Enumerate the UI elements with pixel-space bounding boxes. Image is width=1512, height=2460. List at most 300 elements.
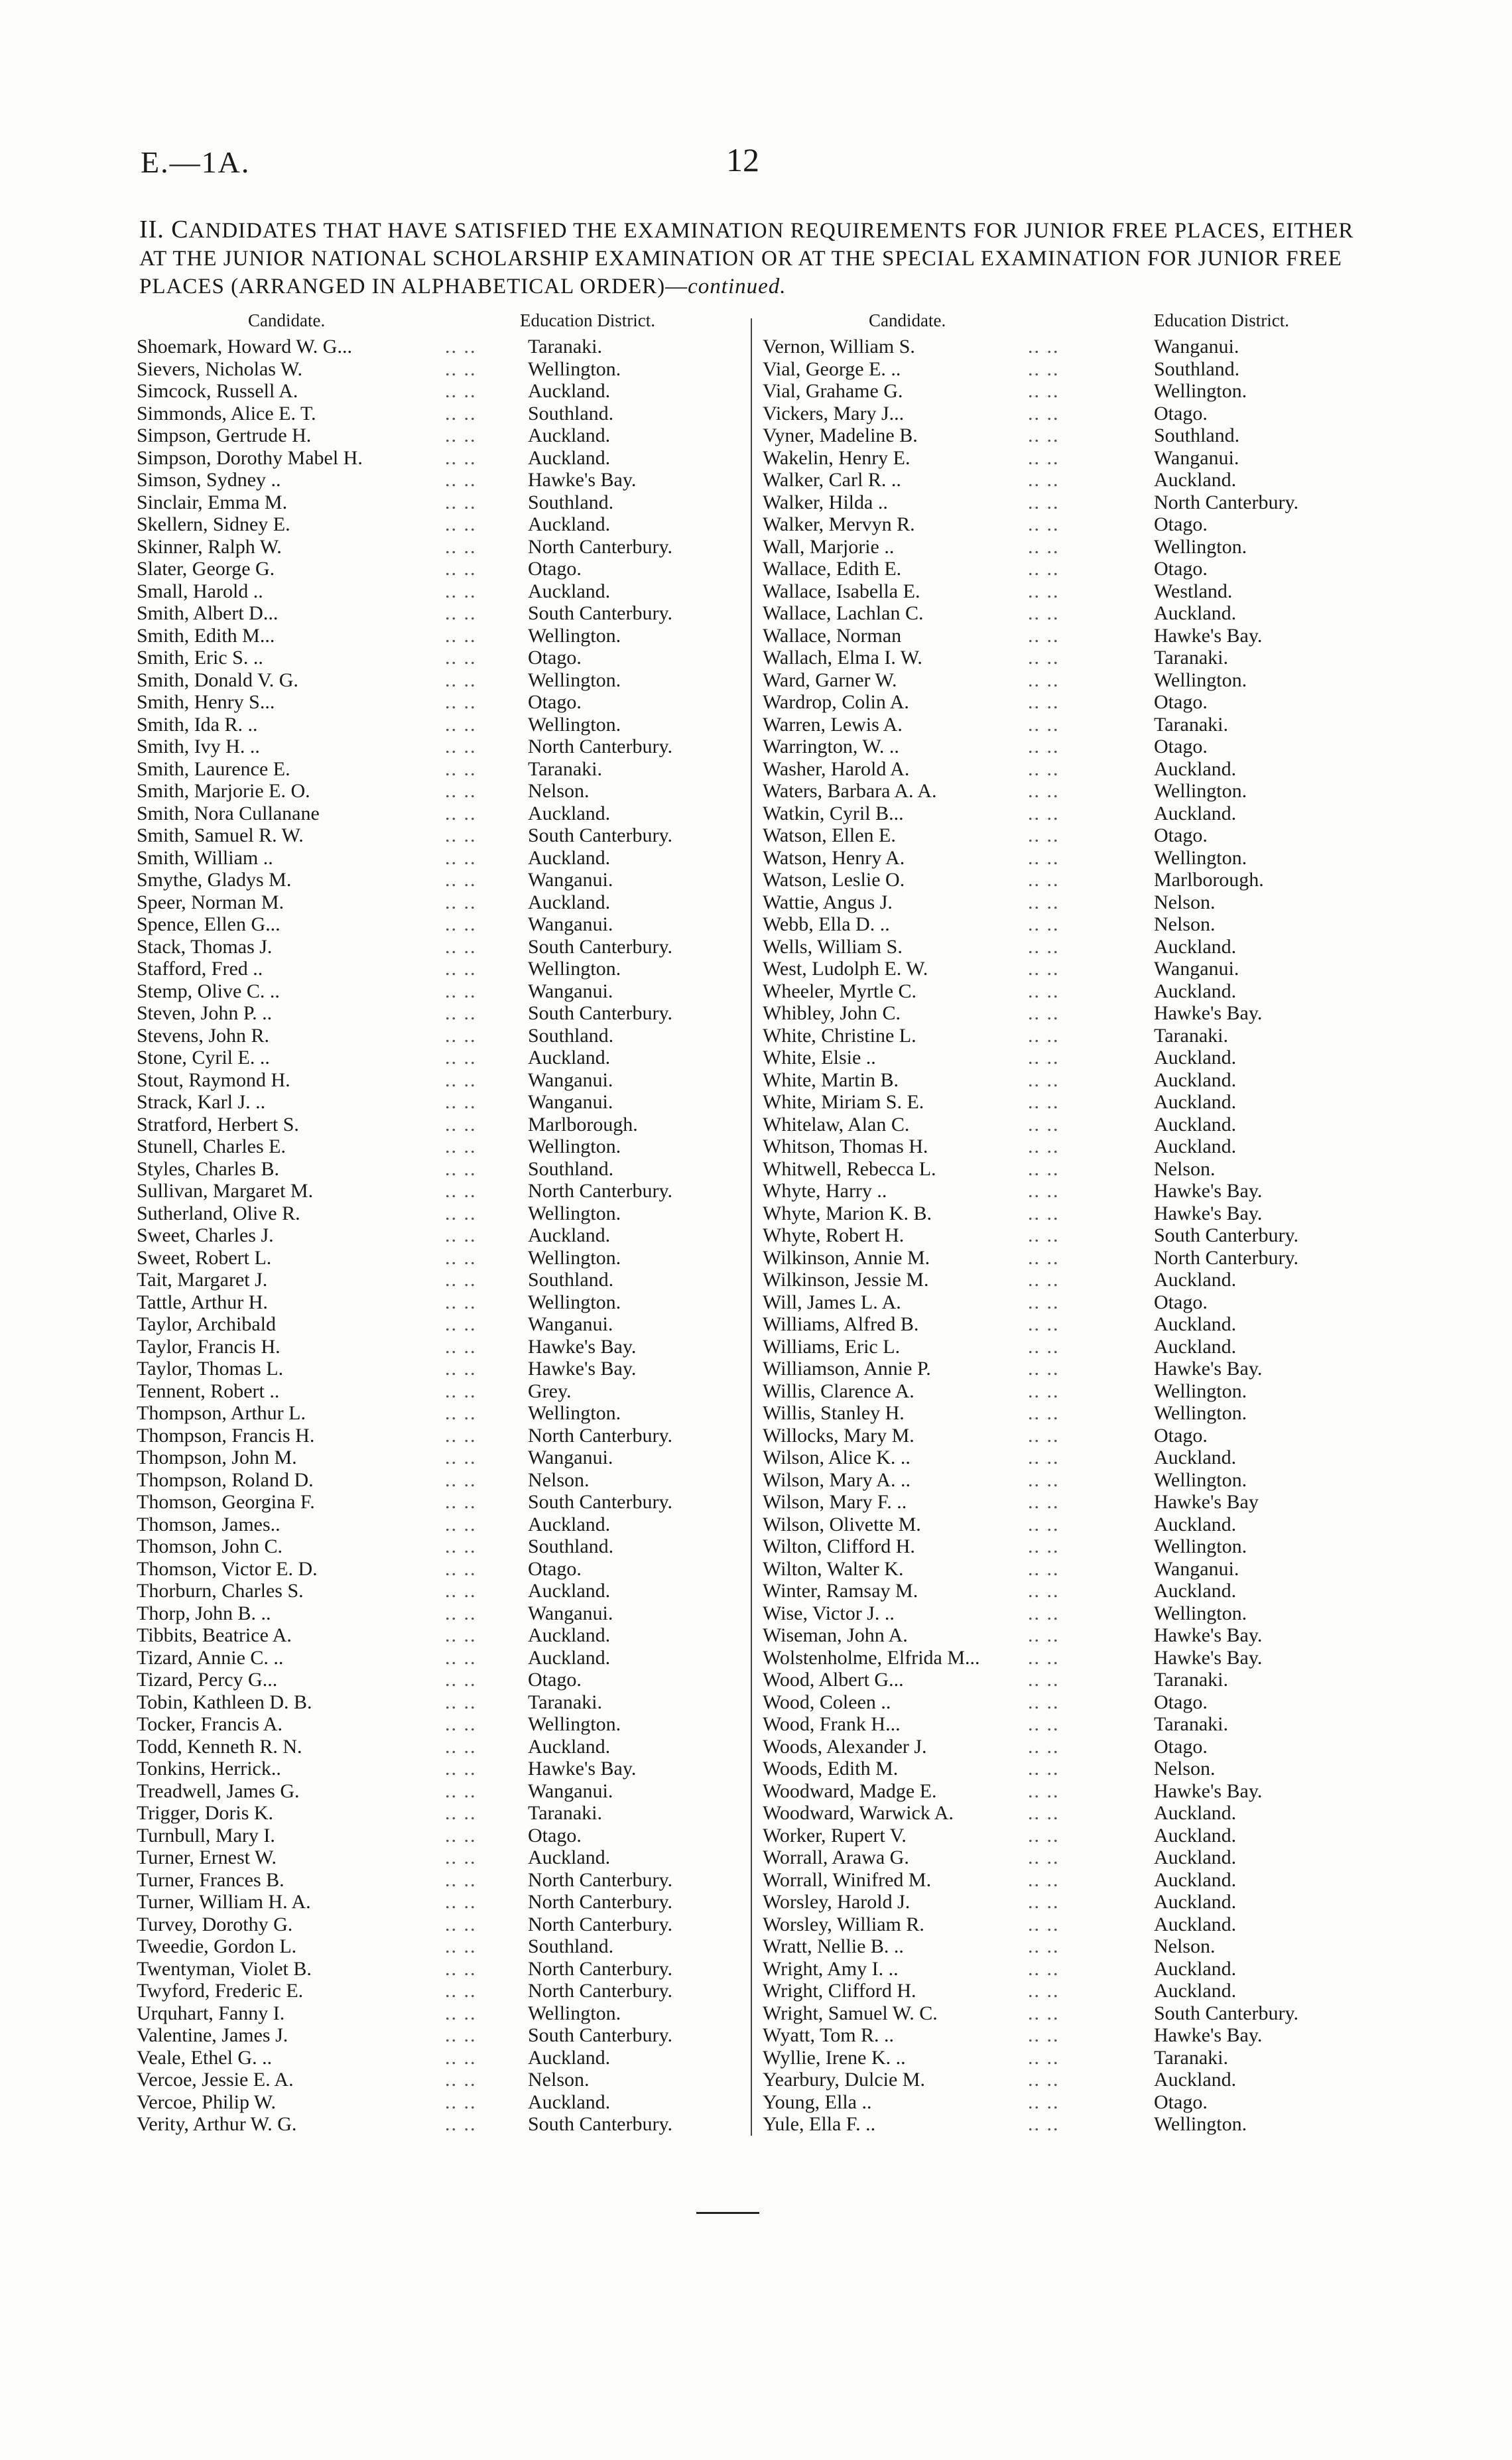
leader-dots: .. .. xyxy=(445,1113,477,1135)
candidate-name: Wood, Coleen .. xyxy=(763,1691,891,1713)
leader-dots: .. .. xyxy=(445,1713,477,1735)
leader-dots: .. .. xyxy=(445,1180,477,1202)
education-district: Nelson. xyxy=(528,2069,590,2091)
education-district: Auckland. xyxy=(1154,1135,1237,1157)
leader-dots: .. .. xyxy=(1028,1335,1060,1358)
candidate-name: Smith, Samuel R. W. xyxy=(137,824,304,846)
candidate-name: Steven, John P. .. xyxy=(137,1002,273,1024)
candidate-name: Vyner, Madeline B. xyxy=(763,424,918,446)
candidate-name: Williams, Eric L. xyxy=(763,1335,901,1358)
table-row xyxy=(763,1802,1379,1825)
candidate-name: Worsley, Harold J. xyxy=(763,1891,911,1913)
leader-dots: .. .. xyxy=(445,1580,477,1602)
heading-text: ANDIDATES THAT HAVE SATISFIED THE EXAMINATION REQUIREMENTS FOR JUNIOR FREE PLACES, EITHER AT THE JUNIOR NATIONAL SCHOLARSHIP EXAMINATION OR AT THE SPECIAL EXAMINATION FOR JUNIOR FREE PLACES (ARRANGED IN ALPHABETICAL ORDER)— xyxy=(139,219,1354,298)
right-column-header xyxy=(763,310,1379,336)
education-district: Otago. xyxy=(1154,558,1208,580)
candidate-name: Speer, Norman M. xyxy=(137,891,284,913)
leader-dots: .. .. xyxy=(1028,2002,1060,2024)
education-district: Auckland. xyxy=(1154,1513,1237,1535)
education-district: Hawke's Bay. xyxy=(1154,1646,1263,1669)
leader-dots: .. .. xyxy=(445,624,477,647)
education-district: Auckland. xyxy=(1154,1868,1237,1891)
table-row xyxy=(763,2113,1379,2136)
education-district: Wellington. xyxy=(528,357,621,380)
leader-dots: .. .. xyxy=(445,1669,477,1691)
education-district: Auckland. xyxy=(1154,469,1237,491)
candidate-name: Stevens, John R. xyxy=(137,1024,270,1047)
candidate-name: Veale, Ethel G. .. xyxy=(137,2046,273,2069)
table-row xyxy=(763,1291,1379,1314)
table-row xyxy=(137,380,740,403)
leader-dots: .. .. xyxy=(445,780,477,802)
leader-dots: .. .. xyxy=(1028,1291,1060,1313)
table-row xyxy=(763,1114,1379,1136)
table-row xyxy=(763,1935,1379,1958)
leader-dots: .. .. xyxy=(1028,402,1060,424)
education-district: Taranaki. xyxy=(528,1691,603,1713)
education-district: Grey. xyxy=(528,1380,572,1402)
table-row xyxy=(137,1447,740,1469)
leader-dots: .. .. xyxy=(445,1758,477,1780)
education-district: Hawke's Bay. xyxy=(528,469,637,491)
candidate-name: Taylor, Francis H. xyxy=(137,1335,281,1358)
education-district: Otago. xyxy=(1154,2091,1208,2113)
candidate-name: Ward, Garner W. xyxy=(763,669,897,691)
table-row xyxy=(763,1869,1379,1892)
leader-dots: .. .. xyxy=(1028,535,1060,558)
page-number: 12 xyxy=(726,141,759,178)
table-row xyxy=(137,2002,740,2025)
table-row xyxy=(137,1514,740,1536)
education-district: Hawke's Bay. xyxy=(1154,1780,1263,1802)
leader-dots: .. .. xyxy=(1028,1180,1060,1202)
leader-dots: .. .. xyxy=(445,1468,477,1491)
education-district: Auckland. xyxy=(1154,2069,1237,2091)
candidate-name: Whitelaw, Alan C. xyxy=(763,1113,910,1135)
leader-dots: .. .. xyxy=(445,891,477,913)
candidate-name: Williams, Alfred B. xyxy=(763,1313,919,1335)
leader-dots: .. .. xyxy=(445,535,477,558)
candidate-name: Whyte, Robert H. xyxy=(763,1224,905,1246)
table-row xyxy=(137,1869,740,1892)
table-row xyxy=(137,1180,740,1202)
candidate-name: Smith, Eric S. .. xyxy=(137,647,263,669)
leader-dots: .. .. xyxy=(445,2002,477,2024)
education-district: North Canterbury. xyxy=(528,535,672,558)
education-district: Wanganui. xyxy=(1154,446,1239,469)
candidate-header: Candidate. xyxy=(869,310,946,330)
candidate-name: Willocks, Mary M. xyxy=(763,1424,914,1447)
education-district: Auckland. xyxy=(1154,1313,1237,1335)
candidate-name: Wratt, Nellie B. .. xyxy=(763,1935,904,1957)
table-row xyxy=(137,2113,740,2136)
education-district: Southland. xyxy=(528,491,614,513)
table-row xyxy=(763,1402,1379,1425)
leader-dots: .. .. xyxy=(445,558,477,580)
candidate-name: Simpson, Dorothy Mabel H. xyxy=(137,446,363,469)
education-district: Wellington. xyxy=(528,669,621,691)
leader-dots: .. .. xyxy=(445,1358,477,1380)
table-row xyxy=(137,1647,740,1669)
candidate-name: Tonkins, Herrick.. xyxy=(137,1758,281,1780)
candidate-name: Smith, William .. xyxy=(137,846,273,869)
table-row xyxy=(763,1358,1379,1380)
candidate-name: Smith, Albert D... xyxy=(137,602,279,624)
table-row xyxy=(137,1669,740,1691)
leader-dots: .. .. xyxy=(445,1957,477,1980)
leader-dots: .. .. xyxy=(445,802,477,824)
candidate-name: Walker, Hilda .. xyxy=(763,491,888,513)
table-row xyxy=(763,736,1379,758)
leader-dots: .. .. xyxy=(445,1068,477,1091)
table-row xyxy=(137,1535,740,1558)
table-row xyxy=(763,558,1379,580)
education-district: Southland. xyxy=(528,1269,614,1291)
candidate-name: Sullivan, Margaret M. xyxy=(137,1180,314,1202)
candidate-name: Wallace, Norman xyxy=(763,624,902,647)
table-row xyxy=(137,358,740,381)
education-district: Otago. xyxy=(528,1557,582,1580)
table-row xyxy=(763,714,1379,736)
leader-dots: .. .. xyxy=(1028,935,1060,958)
education-district: Wellington. xyxy=(528,1291,621,1313)
leader-dots: .. .. xyxy=(445,1557,477,1580)
leader-dots: .. .. xyxy=(445,513,477,535)
leader-dots: .. .. xyxy=(1028,1002,1060,1024)
education-district: Taranaki. xyxy=(1154,1713,1229,1735)
candidate-name: Wolstenholme, Elfrida M... xyxy=(763,1646,980,1669)
leader-dots: .. .. xyxy=(445,1224,477,1246)
education-district: Southland. xyxy=(528,402,614,424)
table-row xyxy=(137,714,740,736)
leader-dots: .. .. xyxy=(1028,1424,1060,1447)
table-row xyxy=(137,1846,740,1869)
candidate-name: Woods, Edith M. xyxy=(763,1758,899,1780)
leader-dots: .. .. xyxy=(445,2113,477,2135)
leader-dots: .. .. xyxy=(1028,1891,1060,1913)
table-row xyxy=(137,1202,740,1225)
education-district: Wellington. xyxy=(1154,1380,1247,1402)
table-row xyxy=(763,1447,1379,1469)
education-district: Hawke's Bay. xyxy=(1154,624,1263,647)
leader-dots: .. .. xyxy=(1028,1868,1060,1891)
leader-dots: .. .. xyxy=(1028,1669,1060,1691)
education-district: Nelson. xyxy=(1154,1935,1216,1957)
education-district: Nelson. xyxy=(1154,891,1216,913)
leader-dots: .. .. xyxy=(445,1735,477,1758)
education-district: Auckland. xyxy=(528,891,611,913)
leader-dots: .. .. xyxy=(445,1802,477,1824)
candidate-name: Simson, Sydney .. xyxy=(137,469,281,491)
table-row xyxy=(763,958,1379,980)
table-row xyxy=(137,1114,740,1136)
education-district: Wanganui. xyxy=(528,869,613,891)
leader-dots: .. .. xyxy=(445,1980,477,2002)
candidate-name: Washer, Harold A. xyxy=(763,757,910,780)
candidate-name: Whitson, Thomas H. xyxy=(763,1135,928,1157)
candidate-name: White, Elsie .. xyxy=(763,1047,876,1068)
education-district: Wellington. xyxy=(1154,1402,1247,1424)
education-district: Auckland. xyxy=(1154,1091,1237,1113)
leader-dots: .. .. xyxy=(445,1291,477,1313)
table-row xyxy=(763,1158,1379,1181)
table-row xyxy=(763,758,1379,781)
table-row xyxy=(763,2091,1379,2114)
leader-dots: .. .. xyxy=(445,1780,477,1802)
table-row xyxy=(763,1602,1379,1625)
leader-dots: .. .. xyxy=(445,1313,477,1335)
table-row xyxy=(137,1269,740,1291)
leader-dots: .. .. xyxy=(1028,1157,1060,1180)
candidate-name: Skellern, Sidney E. xyxy=(137,513,290,535)
table-row xyxy=(763,1736,1379,1758)
education-district: Otago. xyxy=(1154,691,1208,713)
table-row xyxy=(763,403,1379,425)
education-district: Southland. xyxy=(1154,424,1240,446)
education-district: Wellington. xyxy=(1154,1602,1247,1624)
candidate-name: White, Christine L. xyxy=(763,1024,916,1047)
leader-dots: .. .. xyxy=(445,1157,477,1180)
table-row xyxy=(763,1780,1379,1803)
candidate-name: Wells, William S. xyxy=(763,935,903,958)
education-district: Taranaki. xyxy=(1154,2046,1229,2069)
education-district: Westland. xyxy=(1154,580,1233,602)
leader-dots: .. .. xyxy=(445,1424,477,1447)
candidate-name: Thomson, John C. xyxy=(137,1535,283,1557)
education-district: Nelson. xyxy=(1154,1758,1216,1780)
candidate-name: Wilkinson, Annie M. xyxy=(763,1246,930,1269)
leader-dots: .. .. xyxy=(445,1047,477,1068)
table-row xyxy=(137,1002,740,1025)
candidate-name: Turner, Ernest W. xyxy=(137,1846,277,1868)
table-row xyxy=(137,1224,740,1247)
candidate-name: Watson, Leslie O. xyxy=(763,869,905,891)
candidate-name: Sweet, Robert L. xyxy=(137,1246,272,1269)
leader-dots: .. .. xyxy=(1028,446,1060,469)
candidate-name: Yearbury, Dulcie M. xyxy=(763,2069,925,2091)
leader-dots: .. .. xyxy=(1028,1091,1060,1113)
education-district: Hawke's Bay. xyxy=(1154,2024,1263,2046)
table-row xyxy=(137,1935,740,1958)
leader-dots: .. .. xyxy=(445,469,477,491)
education-district: North Canterbury. xyxy=(528,1891,672,1913)
table-row xyxy=(137,1580,740,1602)
education-district: Taranaki. xyxy=(528,1802,603,1824)
leader-dots: .. .. xyxy=(1028,1024,1060,1047)
table-row xyxy=(137,1135,740,1158)
education-district: South Canterbury. xyxy=(528,602,673,624)
education-district: Auckland. xyxy=(528,802,611,824)
candidate-name: Woodward, Madge E. xyxy=(763,1780,937,1802)
table-row xyxy=(763,1313,1379,1336)
leader-dots: .. .. xyxy=(1028,1491,1060,1513)
candidate-name: Strack, Karl J. .. xyxy=(137,1091,266,1113)
leader-dots: .. .. xyxy=(445,424,477,446)
table-row xyxy=(137,602,740,625)
heading-lead: II. C xyxy=(139,216,189,243)
leader-dots: .. .. xyxy=(1028,2069,1060,2091)
leader-dots: .. .. xyxy=(445,913,477,935)
leader-dots: .. .. xyxy=(1028,513,1060,535)
education-district: South Canterbury. xyxy=(1154,1224,1299,1246)
leader-dots: .. .. xyxy=(1028,1913,1060,1935)
education-district: Marlborough. xyxy=(528,1113,638,1135)
leader-dots: .. .. xyxy=(1028,1269,1060,1291)
candidate-name: Slater, George G. xyxy=(137,558,275,580)
candidate-name: Sievers, Nicholas W. xyxy=(137,357,302,380)
education-district: Auckland. xyxy=(528,1513,611,1535)
leader-dots: .. .. xyxy=(1028,1468,1060,1491)
candidate-name: Styles, Charles B. xyxy=(137,1157,279,1180)
leader-dots: .. .. xyxy=(1028,2024,1060,2046)
candidate-name: Watson, Henry A. xyxy=(763,846,905,869)
leader-dots: .. .. xyxy=(1028,1980,1060,2002)
candidate-name: Wilson, Olivette M. xyxy=(763,1513,921,1535)
candidate-name: Wilson, Alice K. .. xyxy=(763,1447,911,1468)
education-district: Wellington. xyxy=(528,1713,621,1735)
table-row xyxy=(137,847,740,870)
table-row xyxy=(763,824,1379,847)
leader-dots: .. .. xyxy=(1028,624,1060,647)
leader-dots: .. .. xyxy=(445,846,477,869)
leader-dots: .. .. xyxy=(445,935,477,958)
education-district: Otago. xyxy=(528,691,582,713)
education-district: Otago. xyxy=(1154,1424,1208,1447)
leader-dots: .. .. xyxy=(1028,647,1060,669)
table-row xyxy=(137,1758,740,1780)
education-district: Southland. xyxy=(528,1157,614,1180)
education-district: Southland. xyxy=(1154,357,1240,380)
candidate-name: Wright, Clifford H. xyxy=(763,1980,916,2002)
education-district: Otago. xyxy=(528,647,582,669)
table-row xyxy=(137,558,740,580)
leader-dots: .. .. xyxy=(1028,1780,1060,1802)
candidate-name: White, Martin B. xyxy=(763,1068,899,1091)
leader-dots: .. .. xyxy=(445,1624,477,1646)
leader-dots: .. .. xyxy=(1028,1935,1060,1957)
education-district: Otago. xyxy=(528,1669,582,1691)
leader-dots: .. .. xyxy=(1028,669,1060,691)
education-district: Wanganui. xyxy=(528,980,613,1002)
table-row xyxy=(763,1580,1379,1602)
table-row xyxy=(137,1380,740,1403)
leader-dots: .. .. xyxy=(445,357,477,380)
table-row xyxy=(137,669,740,692)
education-district: Auckland. xyxy=(1154,602,1237,624)
table-row xyxy=(137,536,740,558)
education-district: Hawke's Bay. xyxy=(1154,1202,1263,1224)
table-row xyxy=(763,669,1379,692)
candidate-name: Thompson, Roland D. xyxy=(137,1468,314,1491)
candidate-name: Stafford, Fred .. xyxy=(137,958,263,980)
leader-dots: .. .. xyxy=(445,869,477,891)
table-row xyxy=(763,358,1379,381)
table-row xyxy=(763,1336,1379,1358)
education-district: Wellington. xyxy=(1154,846,1247,869)
candidate-name: Simmonds, Alice E. T. xyxy=(137,402,316,424)
table-row xyxy=(137,1558,740,1581)
table-row xyxy=(137,424,740,447)
candidate-header: Candidate. xyxy=(248,310,326,330)
education-district: Wellington. xyxy=(1154,669,1247,691)
table-row xyxy=(137,1713,740,1736)
education-district: Otago. xyxy=(1154,1691,1208,1713)
education-district: Auckland. xyxy=(1154,1846,1237,1868)
candidate-name: Yule, Ella F. .. xyxy=(763,2113,876,2135)
leader-dots: .. .. xyxy=(445,1002,477,1024)
candidate-name: Warren, Lewis A. xyxy=(763,713,903,736)
candidate-name: Thompson, John M. xyxy=(137,1447,297,1468)
candidate-name: Wilton, Clifford H. xyxy=(763,1535,915,1557)
table-row xyxy=(763,580,1379,603)
table-row xyxy=(763,1025,1379,1047)
candidate-name: Wiseman, John A. xyxy=(763,1624,908,1646)
document-reference: E.—1A. xyxy=(141,145,251,179)
candidate-name: Tobin, Kathleen D. B. xyxy=(137,1691,312,1713)
candidate-name: Whibley, John C. xyxy=(763,1002,901,1024)
leader-dots: .. .. xyxy=(1028,602,1060,624)
leader-dots: .. .. xyxy=(445,1602,477,1624)
candidate-name: Wise, Victor J. .. xyxy=(763,1602,895,1624)
education-district: Otago. xyxy=(1154,402,1208,424)
leader-dots: .. .. xyxy=(445,2024,477,2046)
leader-dots: .. .. xyxy=(445,824,477,846)
leader-dots: .. .. xyxy=(445,1202,477,1224)
leader-dots: .. .. xyxy=(1028,846,1060,869)
table-row xyxy=(137,1358,740,1380)
education-district: Auckland. xyxy=(1154,980,1237,1002)
leader-dots: .. .. xyxy=(1028,1047,1060,1068)
education-district: Auckland. xyxy=(528,580,611,602)
leader-dots: .. .. xyxy=(1028,980,1060,1002)
leader-dots: .. .. xyxy=(445,1824,477,1846)
district-header: Education District. xyxy=(520,310,655,330)
leader-dots: .. .. xyxy=(445,1868,477,1891)
table-row xyxy=(763,1514,1379,1536)
education-district: Auckland. xyxy=(528,2046,611,2069)
district-header: Education District. xyxy=(1154,310,1289,330)
table-row xyxy=(763,1425,1379,1447)
candidate-name: Wheeler, Myrtle C. xyxy=(763,980,917,1002)
leader-dots: .. .. xyxy=(445,380,477,402)
column-divider xyxy=(751,318,752,2136)
table-row xyxy=(763,1202,1379,1225)
table-row xyxy=(137,1402,740,1425)
candidate-name: Stout, Raymond H. xyxy=(137,1068,290,1091)
candidate-name: Todd, Kenneth R. N. xyxy=(137,1735,302,1758)
candidate-name: Stack, Thomas J. xyxy=(137,935,273,958)
candidate-name: Trigger, Doris K. xyxy=(137,1802,274,1824)
table-row xyxy=(137,1425,740,1447)
table-row xyxy=(137,1069,740,1092)
leader-dots: .. .. xyxy=(1028,491,1060,513)
candidate-name: Wilton, Walter K. xyxy=(763,1557,904,1580)
heading-continued: continued. xyxy=(688,275,787,298)
candidate-name: Turner, Frances B. xyxy=(137,1868,284,1891)
leader-dots: .. .. xyxy=(1028,691,1060,713)
leader-dots: .. .. xyxy=(445,1402,477,1424)
leader-dots: .. .. xyxy=(1028,1735,1060,1758)
candidate-name: Woodward, Warwick A. xyxy=(763,1802,954,1824)
table-row xyxy=(763,1069,1379,1092)
education-district: Nelson. xyxy=(1154,913,1216,935)
leader-dots: .. .. xyxy=(1028,713,1060,736)
education-district: North Canterbury. xyxy=(528,1980,672,2002)
leader-dots: .. .. xyxy=(445,2069,477,2091)
education-district: Wanganui. xyxy=(528,913,613,935)
candidate-name: Smith, Ida R. .. xyxy=(137,713,258,736)
education-district: Hawke's Bay. xyxy=(1154,1358,1263,1380)
